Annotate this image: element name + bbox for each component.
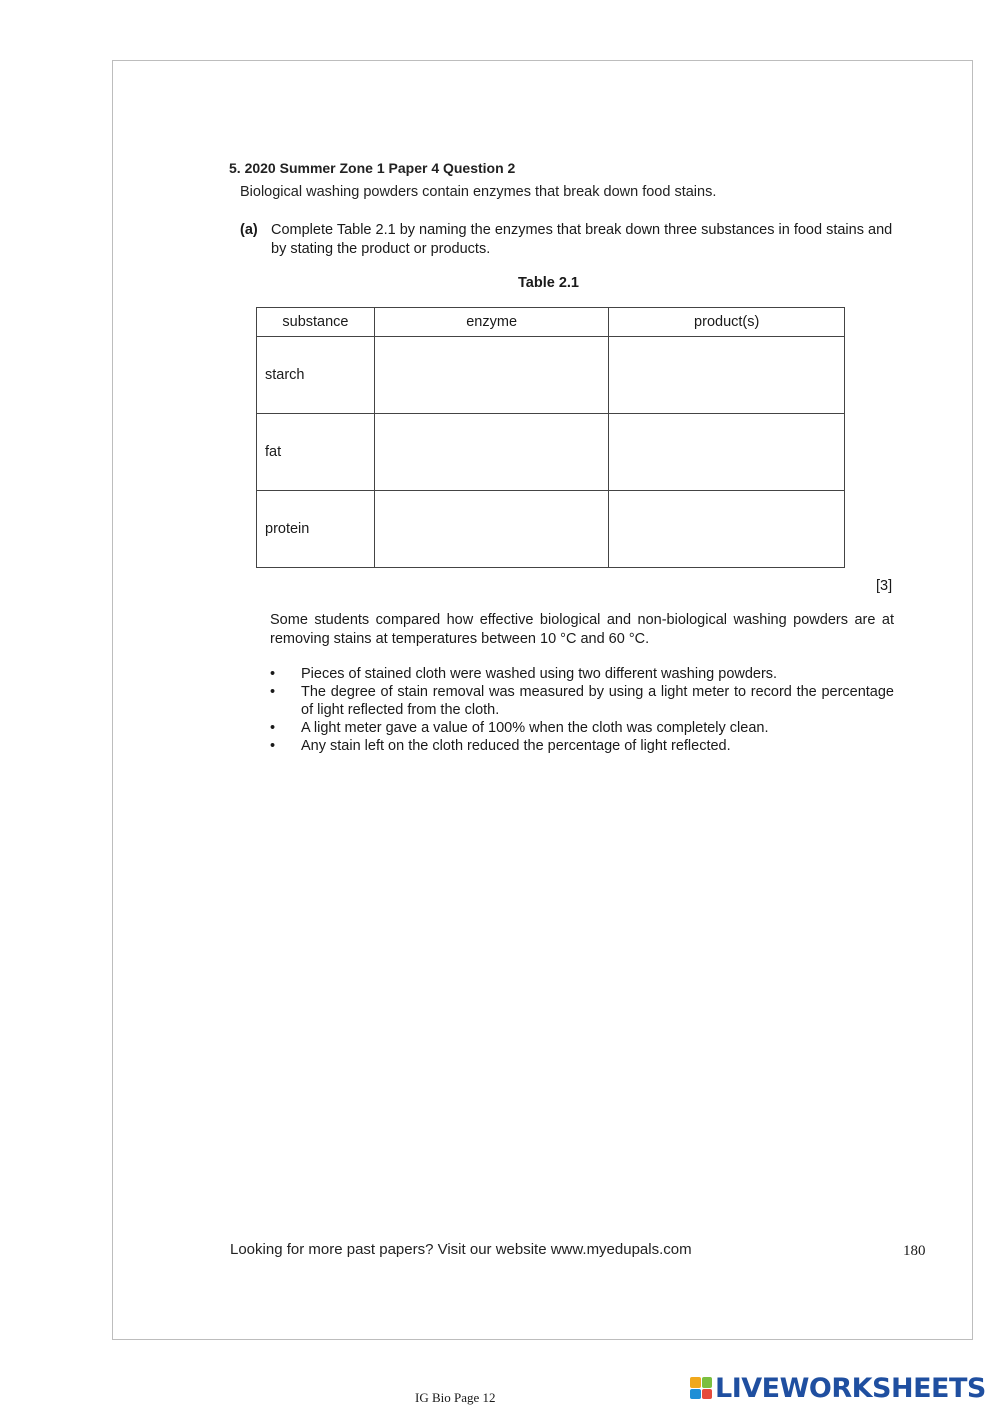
- product-answer-cell[interactable]: [609, 414, 845, 491]
- experiment-paragraph: Some students compared how effective biological and non-biological washing powders are at removing stains at temperatures between 10 °C and 60 °C.: [270, 612, 894, 647]
- part-a-label: (a): [240, 222, 258, 238]
- question-heading: 5. 2020 Summer Zone 1 Paper 4 Question 2: [229, 160, 516, 176]
- table-caption: Table 2.1: [518, 275, 579, 291]
- enzyme-answer-cell[interactable]: [374, 491, 609, 568]
- list-item: [270, 737, 894, 755]
- bullet-text: The degree of stain removal was measured by using a light meter to record the percentage of light reflected from the cloth.: [301, 684, 894, 718]
- liveworksheets-brand[interactable]: [690, 1372, 986, 1404]
- logo-tile: [702, 1389, 713, 1400]
- bullet-text: Any stain left on the cloth reduced the percentage of light reflected.: [301, 738, 731, 754]
- part-a-text: Complete Table 2.1 by naming the enzymes that break down three substances in food stains and by stating the product or products.: [271, 222, 893, 257]
- brand-name: LIVEWORKSHEETS: [715, 1372, 986, 1404]
- substance-cell: protein: [257, 491, 375, 568]
- enzyme-answer-cell[interactable]: [374, 414, 609, 491]
- bullet-text: A light meter gave a value of 100% when the cloth was completely clean.: [301, 720, 769, 736]
- logo-tile: [702, 1377, 713, 1388]
- page-caption: IG Bio Page 12: [415, 1390, 496, 1405]
- bullet-icon: •: [270, 684, 276, 700]
- table-row: [257, 337, 845, 414]
- list-item: [270, 683, 894, 719]
- logo-tile: [690, 1389, 701, 1400]
- bullet-icon: •: [270, 666, 276, 682]
- marks-allocation: [3]: [876, 578, 893, 594]
- header-substance: substance: [257, 308, 375, 337]
- product-answer-cell[interactable]: [609, 491, 845, 568]
- question-intro: Biological washing powders contain enzymes that break down food stains.: [240, 184, 717, 200]
- bullet-icon: •: [270, 720, 276, 736]
- liveworksheets-logo-icon: [690, 1377, 712, 1399]
- bullet-text: Pieces of stained cloth were washed using two different washing powders.: [301, 666, 778, 682]
- enzyme-answer-cell[interactable]: [374, 337, 609, 414]
- list-item: [270, 719, 894, 737]
- header-enzyme: enzyme: [374, 308, 609, 337]
- table-row: [257, 491, 845, 568]
- product-answer-cell[interactable]: [609, 337, 845, 414]
- substance-cell: starch: [257, 337, 375, 414]
- part-a: [240, 221, 900, 259]
- logo-tile: [690, 1377, 701, 1388]
- list-item: [270, 665, 894, 683]
- experiment-bullets: [270, 665, 894, 755]
- footer-text: Looking for more past papers? Visit our website www.myedupals.com: [230, 1241, 692, 1258]
- substance-cell: fat: [257, 414, 375, 491]
- table-row: [257, 414, 845, 491]
- header-products: product(s): [609, 308, 845, 337]
- page-number: 180: [903, 1243, 926, 1259]
- bullet-icon: •: [270, 738, 276, 754]
- substance-table: [256, 307, 845, 568]
